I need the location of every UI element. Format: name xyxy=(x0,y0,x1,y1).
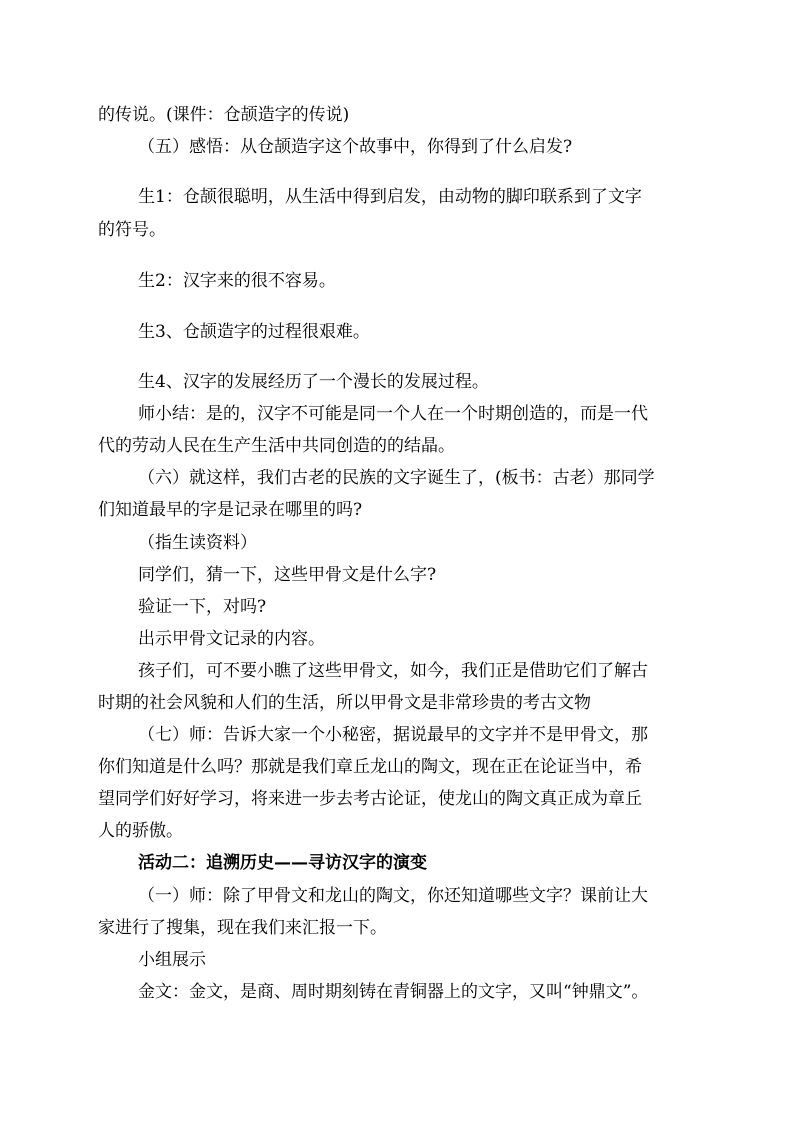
text-line-9: 代的劳动人民在生产生活中共同创造的的结晶。 xyxy=(98,436,455,456)
section-heading: 活动二：追溯历史——寻访汉字的演变 xyxy=(138,853,427,873)
text-line-8: 师小结：是的，汉字不可能是同一个人在一个时期创造的，而是一代 xyxy=(138,404,648,424)
text-line-17: 时期的社会风貌和人们的生活，所以甲骨文是非常珍贵的考古文物 xyxy=(98,693,591,713)
text-line-13: 同学们，猜一下，这些甲骨文是什么字? xyxy=(138,565,437,585)
text-line-15: 出示甲骨文记录的内容。 xyxy=(138,629,325,649)
text-line-16: 孩子们，可不要小瞧了这些甲骨文，如今，我们正是借助它们了解古 xyxy=(138,661,648,681)
text-line-24: 家进行了搜集，现在我们来汇报一下。 xyxy=(98,918,387,938)
text-line-23: （一）师：除了甲骨文和龙山的陶文，你还知道哪些文字？课前让大 xyxy=(138,886,648,906)
text-line-19: 你们知道是什么吗？那就是我们章丘龙山的陶文，现在正在论证当中，希 xyxy=(98,757,642,777)
text-line-7: 生4、汉字的发展经历了一个漫长的发展过程。 xyxy=(138,372,489,392)
text-line-14: 验证一下，对吗? xyxy=(138,597,267,617)
text-line-25: 小组展示 xyxy=(138,950,206,970)
text-line-3: 生1：仓颉很聪明，从生活中得到启发，由动物的脚印联系到了文字 xyxy=(138,187,642,207)
text-line-18: （七）师：告诉大家一个小秘密，据说最早的文字并不是甲骨文，那 xyxy=(138,725,648,745)
text-line-12: （指生读资料） xyxy=(138,533,257,553)
text-line-10: （六）就这样，我们古老的民族的文字诞生了，(板书：古老）那同学 xyxy=(138,468,655,488)
text-line-5: 生2：汉字来的很不容易。 xyxy=(138,271,336,291)
text-line-6: 生3、仓颉造字的过程很艰难。 xyxy=(138,322,370,342)
text-line-21: 人的骄傲。 xyxy=(98,821,183,841)
text-line-4: 的符号。 xyxy=(98,220,166,240)
text-line-2: （五）感悟：从仓颉造字这个故事中，你得到了什么启发? xyxy=(138,137,573,157)
text-line-20: 望同学们好好学习，将来进一步去考古论证，使龙山的陶文真正成为章丘 xyxy=(98,789,642,809)
text-line-1: 的传说。(课件：仓颉造字的传说) xyxy=(98,105,350,125)
text-line-11: 们知道最早的字是记录在哪里的吗? xyxy=(98,500,363,520)
text-line-26: 金文：金文，是商、周时期刻铸在青铜器上的文字，又叫“钟鼎文”。 xyxy=(138,982,649,1002)
